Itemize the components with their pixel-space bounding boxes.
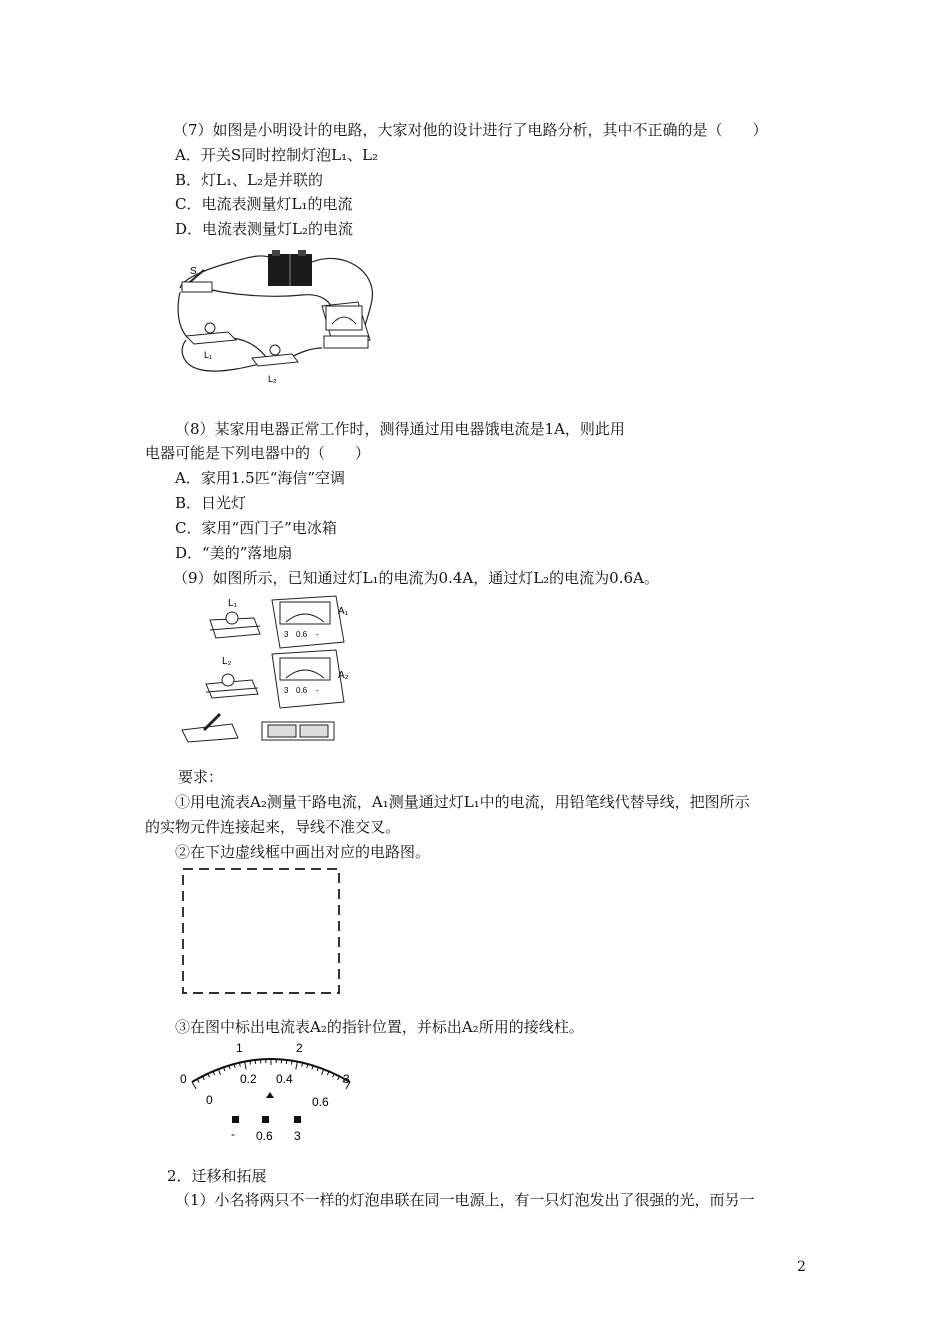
section2-q1-line: （1）小名将两只不一样的灯泡串联在同一电源上，有一只灯泡发出了很强的光，而另一 — [175, 1191, 755, 1209]
dial-tick — [321, 1069, 323, 1075]
pointer-pivot-icon — [266, 1092, 274, 1098]
dial-tick — [296, 1062, 298, 1070]
q8-option-c: C．家用“西门子”电冰箱 — [175, 519, 337, 537]
ammeter2-label: A₂ — [338, 670, 349, 681]
wire — [290, 348, 322, 358]
ammeter-icon — [322, 302, 370, 348]
lamp2-label: L₂ — [222, 656, 232, 667]
q9-components-figure — [176, 592, 356, 747]
wire — [194, 286, 332, 312]
terminal-06-label: 0.6 — [256, 1129, 273, 1143]
battery-icon — [268, 250, 312, 286]
terminal-minus-icon — [232, 1116, 239, 1123]
top-scale-1: 1 — [236, 1041, 243, 1055]
q8-option-d: D．“美的”落地扇 — [175, 544, 293, 562]
dial-tick — [250, 1061, 251, 1065]
bottom-scale-02: 0.2 — [240, 1072, 257, 1086]
ammeter1-label: A₁ — [338, 606, 349, 617]
q9-req1-line1: ①用电流表A₂测量干路电流，A₁测量通过灯L₁中的电流，用铅笔线代替导线，把图所示 — [175, 793, 750, 811]
a1-terminal-06: 0.6 — [296, 630, 308, 639]
battery-pack-icon — [262, 722, 334, 740]
terminal-minus-label: - — [231, 1127, 235, 1141]
a2-terminal-minus: - — [316, 686, 319, 695]
dial-tick — [245, 1062, 247, 1070]
lamp1-label: L₁ — [228, 598, 237, 609]
wire — [178, 292, 188, 338]
q8-stem-line1: （8）某家用电器正常工作时，测得通过用电器饿电流是1A，则此用 — [175, 420, 625, 438]
q9-requirements-title: 要求： — [178, 768, 224, 786]
q8-option-a: A．家用1.5匹“海信”空调 — [175, 469, 346, 487]
lamp2-label: L₂ — [268, 374, 277, 384]
a2-terminal-3: 3 — [284, 686, 289, 695]
section2-title: 2．迁移和拓展 — [167, 1167, 267, 1185]
q9-req3: ③在图中标出电流表A₂的指针位置，并标出A₂所用的接线柱。 — [175, 1018, 584, 1036]
switch-icon — [182, 714, 238, 742]
ammeter-a2-icon — [272, 650, 349, 708]
terminal-3-icon — [294, 1116, 301, 1123]
q7-option-b: B．灯L₁、L₂是并联的 — [175, 171, 323, 189]
wire — [232, 338, 267, 358]
terminal-3-label: 3 — [294, 1129, 301, 1143]
lamp1-label: L₁ — [204, 350, 213, 360]
q7-stem: （7）如图是小明设计的电路，大家对他的设计进行了电路分析，其中不正确的是（ ） — [173, 121, 768, 139]
top-scale-0: 0 — [180, 1072, 187, 1086]
bottom-scale-06: 0.6 — [312, 1095, 329, 1109]
wire — [182, 340, 267, 371]
q7-option-c: C．电流表测量灯L₁的电流 — [175, 195, 353, 213]
q9-stem: （9）如图所示，已知通过灯L₁的电流为0.4A，通过灯L₂的电流为0.6A。 — [173, 569, 659, 587]
bottom-scale-04: 0.4 — [276, 1072, 293, 1086]
lamp-l1-icon — [210, 598, 260, 638]
q7-circuit-figure — [172, 240, 382, 390]
ammeter-dial-figure — [176, 1040, 366, 1146]
q8-option-b: B．日光灯 — [175, 494, 247, 512]
dial-tick — [218, 1069, 220, 1075]
switch-label: S — [190, 266, 197, 277]
q7-option-d: D．电流表测量灯L₂的电流 — [175, 220, 354, 238]
ammeter-a1-icon — [272, 596, 349, 648]
q9-req2: ②在下边虚线框中画出对应的电路图。 — [175, 843, 431, 861]
page-number: 2 — [797, 1259, 806, 1275]
q9-req1-line2: 的实物元件连接起来，导线不准交叉。 — [145, 818, 401, 836]
lamp-l2-icon — [252, 345, 298, 384]
q7-option-a: A．开关S同时控制灯泡L₁、L₂ — [175, 146, 379, 164]
bottom-scale-0: 0 — [206, 1093, 213, 1107]
terminal-06-icon — [262, 1116, 269, 1123]
q8-stem-line2: 电器可能是下列电器中的（ ） — [145, 444, 371, 462]
a1-terminal-minus: - — [316, 630, 319, 639]
top-scale-2: 2 — [296, 1041, 303, 1055]
dial-tick — [192, 1082, 196, 1089]
top-scale-3: 3 — [343, 1072, 350, 1086]
dial-tick — [291, 1061, 292, 1065]
dashed-answer-box — [180, 866, 342, 996]
a2-terminal-06: 0.6 — [296, 686, 308, 695]
lamp-l2-icon — [206, 656, 258, 698]
lamp-l1-icon — [186, 323, 236, 360]
a1-terminal-3: 3 — [284, 630, 289, 639]
dial-ticks — [192, 1059, 350, 1089]
